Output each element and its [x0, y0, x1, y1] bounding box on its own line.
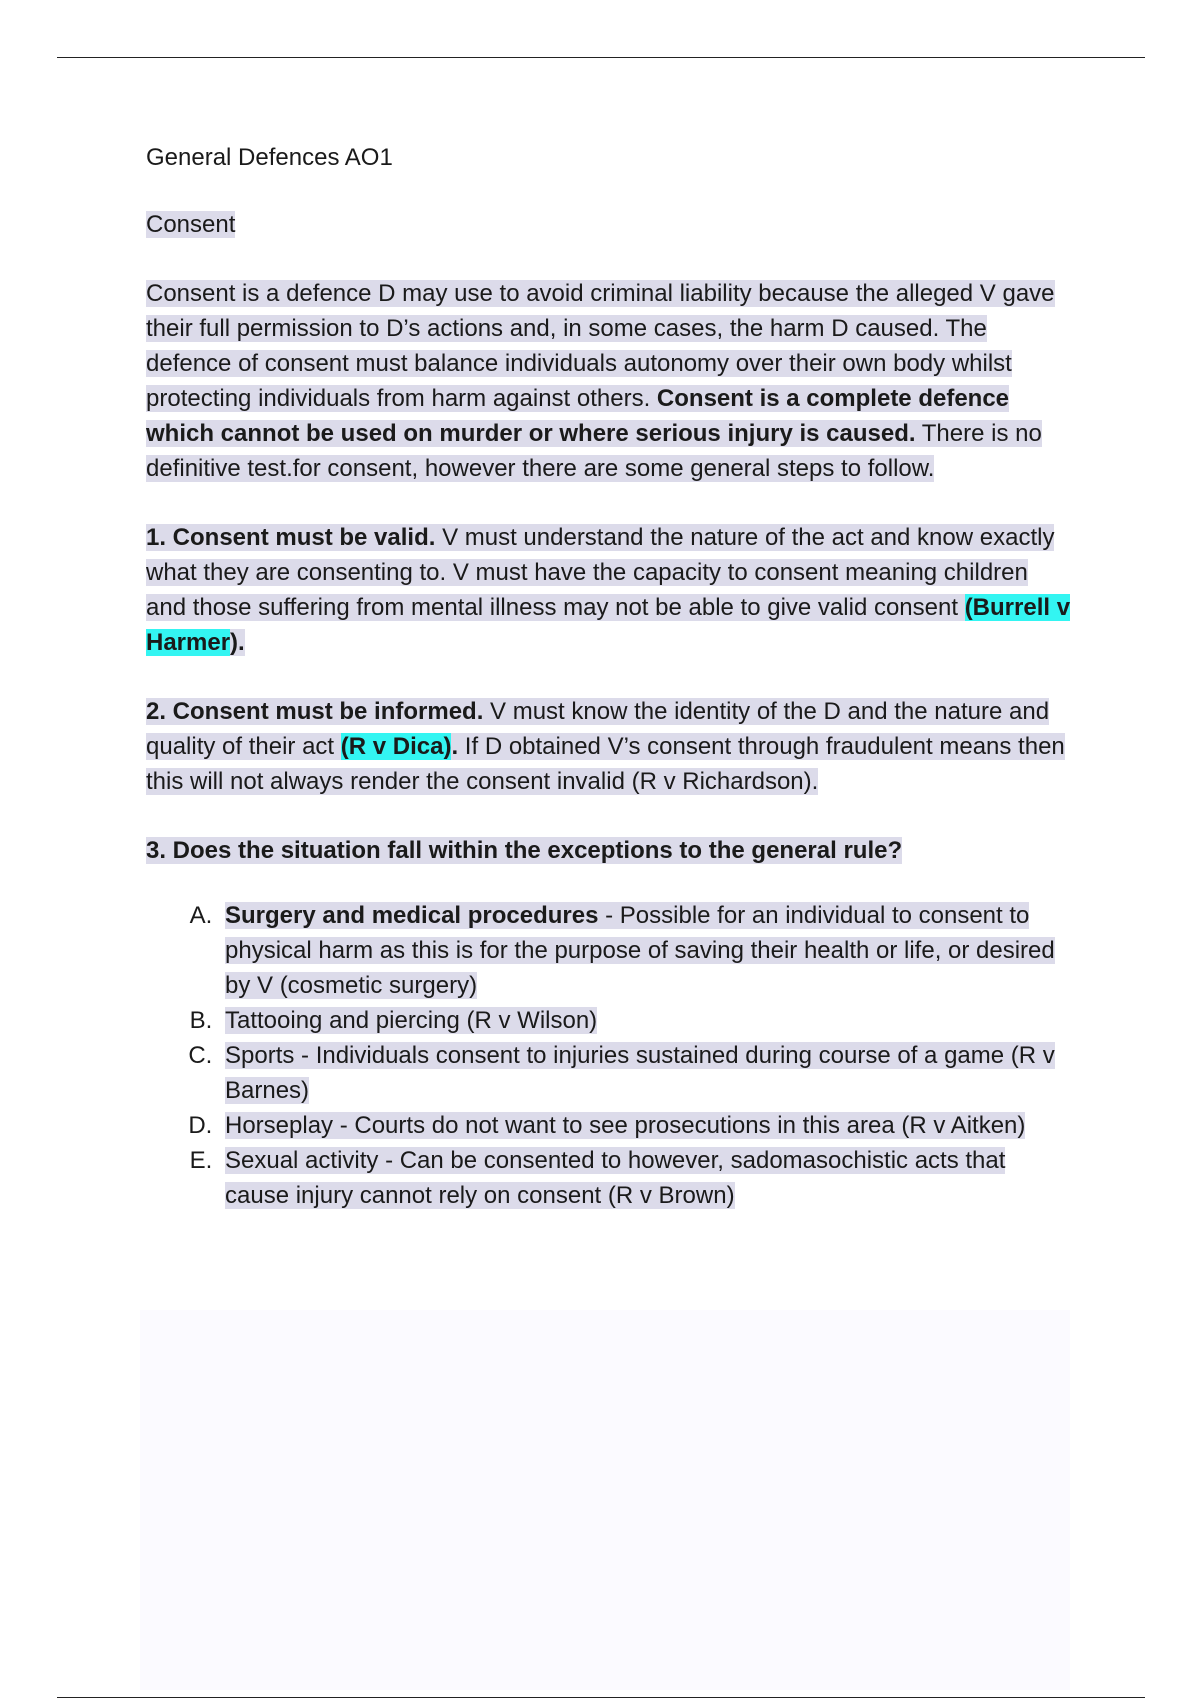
- step-3-paragraph: [146, 833, 1072, 868]
- step-2-heading: 2. Consent must be informed.: [146, 698, 484, 725]
- intro-bold: Consent is a complete defence which cannot be used on murder or where serious injury is caused.: [146, 385, 1010, 447]
- step-2-text-2: If D obtained V’s consent through fraudulent means then this will not always render the consent invalid (R v Richardson).: [146, 733, 1065, 795]
- list-item: [219, 898, 1072, 1003]
- case-burrell-v-harmer: (Burrell v Harmer: [146, 594, 1071, 656]
- case-r-v-dica: (R v Dica): [340, 733, 452, 760]
- step-1-paragraph: [146, 520, 1072, 660]
- section-heading-text: Consent: [146, 211, 236, 238]
- step-2-paragraph: [146, 694, 1072, 799]
- step-3-heading: 3. Does the situation fall within the exceptions to the general rule?: [146, 837, 903, 864]
- exception-text: Sexual activity - Can be consented to however, sadomasochistic acts that cause injury cannot rely on consent (R v Brown): [225, 1147, 1006, 1209]
- list-item: [219, 1143, 1072, 1213]
- list-item: [219, 1038, 1072, 1108]
- step-1-case-end: ).: [230, 629, 245, 656]
- intro-text-1: Consent is a defence D may use to avoid criminal liability because the alleged V gave their full permission to D’s actions and, in some cases, the harm D caused. The defence of consent must balance individuals autonomy over their own body whilst protecting individuals from harm against others.: [146, 280, 1055, 412]
- intro-paragraph: [146, 276, 1072, 486]
- list-item: [219, 1003, 1072, 1038]
- step-1-text: V must understand the nature of the act and know exactly what they are consenting to. V must have the capacity to consent meaning children and those suffering from mental illness may not be able to give valid consent: [146, 524, 1055, 621]
- page-shade: [140, 1310, 1070, 1690]
- step-2-case-end: .: [451, 733, 459, 760]
- list-item: [219, 1108, 1072, 1143]
- footer-rule: [57, 1697, 1145, 1698]
- exception-text: Sports - Individuals consent to injuries sustained during course of a game (R v Barnes): [225, 1042, 1055, 1104]
- step-1-heading: 1. Consent must be valid.: [146, 524, 436, 551]
- document-title: General Defences AO1: [146, 144, 393, 171]
- exception-bold: Surgery and medical procedures: [225, 902, 599, 929]
- document-body: [146, 140, 1072, 1213]
- exception-text: Horseplay - Courts do not want to see prosecutions in this area (R v Aitken): [225, 1112, 1026, 1139]
- section-heading: [146, 207, 1072, 242]
- intro-text-2: There is no definitive test.for consent, however there are some general steps to follow.: [146, 420, 1042, 482]
- exceptions-list: [146, 898, 1072, 1213]
- exception-text: - Possible for an individual to consent to physical harm as this is for the purpose of saving their health or life, or desired by V (cosmetic surgery): [225, 902, 1055, 999]
- step-2-text: V must know the identity of the D and the nature and quality of their act: [146, 698, 1050, 760]
- header-rule: [57, 57, 1145, 58]
- exception-text: Tattooing and piercing (R v Wilson): [225, 1007, 598, 1034]
